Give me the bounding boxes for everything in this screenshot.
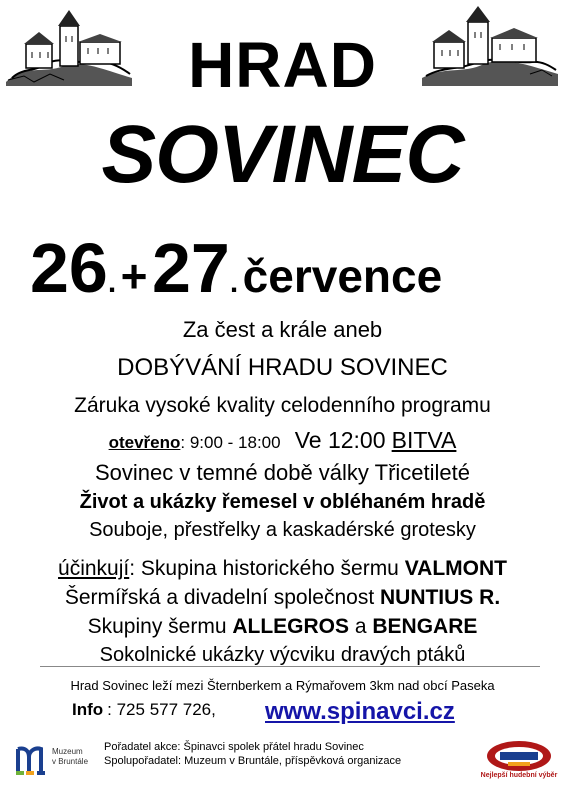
subtitle-honor: Za čest a krále aneb — [182, 317, 383, 342]
date-day-2: 27 — [152, 229, 230, 307]
date-dot-1: . — [107, 266, 117, 299]
footer-divider — [40, 666, 540, 667]
performer-nuntius: NUNTIUS R. — [379, 586, 501, 609]
date-dot-2: . — [229, 266, 239, 299]
performers-label: účinkují — [58, 557, 130, 580]
info-label: Info — [72, 700, 104, 719]
performers-line-2 — [0, 586, 565, 610]
event-dates — [30, 228, 550, 308]
program-quality: Záruka vysoké kvality celodenního programu — [74, 394, 491, 417]
museum-text-2: v Bruntále — [52, 757, 89, 766]
battle-time: Ve 12:00 — [294, 427, 386, 453]
museum-logo — [15, 745, 95, 779]
radio-slogan: Nejlepší hudební výběr — [480, 772, 558, 779]
info-row — [72, 700, 532, 728]
battle-label: BITVA — [391, 427, 457, 453]
title-hrad: HRAD — [188, 29, 377, 101]
date-month: července — [242, 250, 443, 302]
organizer-line: Pořadatel akce: Špinavci spolek přátel hradu Sovinec — [104, 741, 364, 753]
performer-valmont: VALMONT — [404, 557, 507, 580]
program-duels: Souboje, přestřelky a kaskadérské grotesky — [89, 519, 476, 541]
date-day-1: 26 — [30, 229, 108, 307]
performers-line-4: Sokolnické ukázky výcviku dravých ptáků — [99, 644, 466, 666]
hours-value: : 9:00 - 18:00 — [180, 433, 281, 452]
performer-bengare: BENGARE — [372, 615, 478, 638]
museum-text-1: Muzeum — [52, 747, 83, 756]
museum-logo-icon — [15, 745, 49, 777]
hours-label: otevřeno — [108, 433, 181, 452]
date-plus: + — [120, 250, 148, 302]
subtitle-conquest: DOBÝVÁNÍ HRADU SOVINEC — [117, 354, 448, 381]
performer-allegros: ALLEGROS — [232, 615, 350, 638]
performers-line-3 — [0, 615, 565, 639]
info-phone: : 725 577 726, — [107, 700, 216, 719]
website-link[interactable]: www.spinavci.cz — [265, 698, 455, 725]
location-text: Hrad Sovinec leží mezi Šternberkem a Rýmařovem 3km nad obcí Paseka — [70, 678, 495, 693]
performers-line-2-prefix: Šermířská a divadelní společnost — [64, 586, 380, 609]
co-organizer-line: Spolupořadatel: Muzeum v Bruntále, příspěvková organizace — [104, 755, 402, 767]
performers-line-3-prefix: Skupiny šermu — [87, 615, 233, 638]
organizers — [104, 740, 401, 768]
opening-hours — [0, 428, 565, 455]
radio-hana-icon — [478, 740, 560, 772]
program-life: Život a ukázky řemesel v obléhaném hradě — [79, 491, 486, 513]
program-dark-age: Sovinec v temné době války Třicetileté — [95, 460, 470, 485]
title-sovinec: SOVINEC — [101, 109, 464, 200]
performers-line-1 — [0, 557, 565, 581]
radio-hana-logo — [478, 740, 560, 786]
performers-line-3-mid: a — [349, 615, 373, 638]
performers-line-1-prefix: : Skupina historického šermu — [129, 557, 405, 580]
museum-text — [52, 747, 88, 767]
